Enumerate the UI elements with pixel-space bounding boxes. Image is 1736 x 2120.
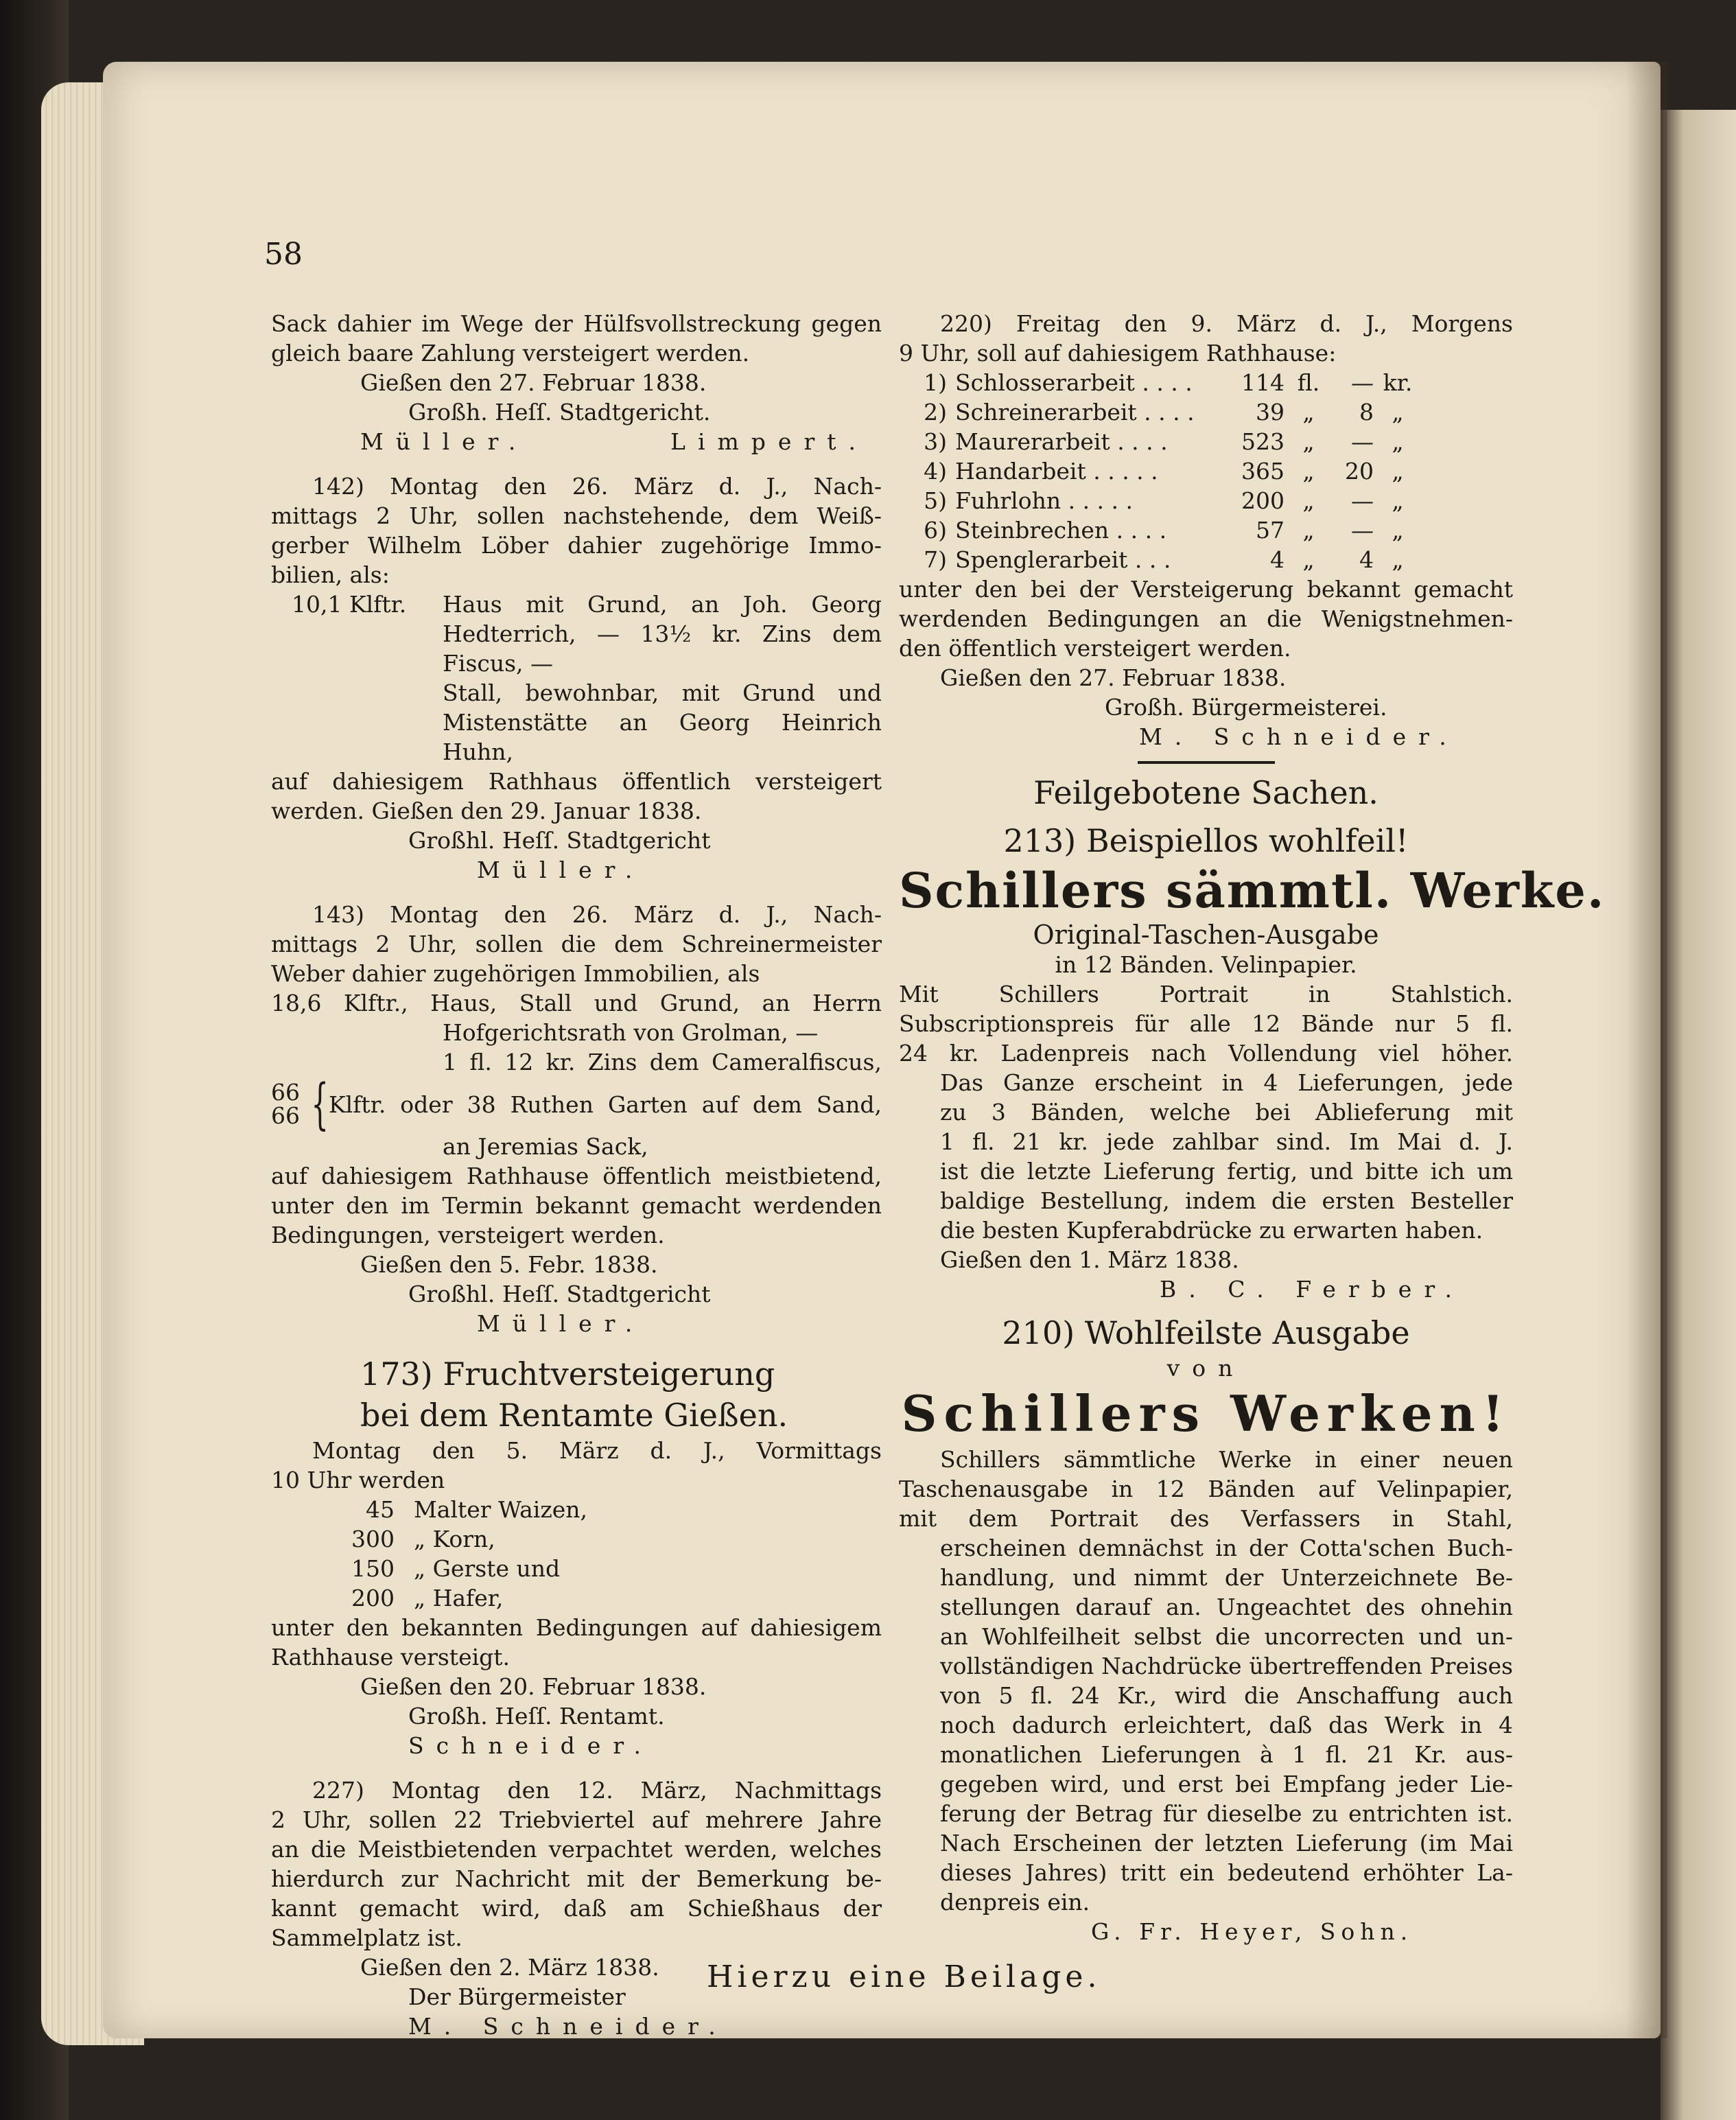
text-line: Das Ganze erscheint in 4 Lieferungen, jede — [940, 1069, 1513, 1096]
text-line: Gießen den 2. März 1838. — [360, 1954, 659, 1981]
text-line: Großh. Heſſ. Rentamt. — [408, 1703, 665, 1729]
text-line: Großhl. Heſſ. Stadtgericht — [408, 1281, 711, 1307]
cost-description: Steinbrechen . . . . — [955, 517, 1167, 544]
page-footer: Hierzu eine Beilage. — [707, 1959, 1101, 1994]
cost-kreuzer-unit: „ — [1392, 399, 1404, 426]
text-line: 2 Uhr, sollen 22 Triebviertel auf mehrere Jahre — [271, 1806, 882, 1833]
ad-subtitle: Original-Taschen-Ausgabe — [1033, 920, 1379, 950]
text-line: Bedingungen, versteigert werden. — [271, 1222, 665, 1248]
signature-name: B. C. Ferber. — [1160, 1276, 1464, 1303]
text-line: mittags 2 Uhr, sollen nachstehende, dem Weiß- — [271, 502, 882, 529]
cost-amount: 39 — [1256, 399, 1285, 426]
cost-description: Fuhrlohn . . . . . — [955, 487, 1134, 514]
text-line: in 12 Bänden. Velinpapier. — [1055, 951, 1357, 978]
grain-quantity: 150 — [351, 1555, 395, 1582]
text-line: Fiscus, — — [443, 650, 554, 677]
text-line: vollständigen Nachdrücke übertreffenden Preises — [940, 1653, 1513, 1679]
text-line: stellungen darauf an. Ungeachtet des ohnehin — [940, 1594, 1513, 1620]
text-line: hierdurch zur Nachricht mit der Bemerkung be- — [271, 1865, 882, 1892]
text-line: Klftr. oder 38 Ruthen Garten auf dem Sand, — [329, 1091, 882, 1118]
text-line: Der Bürgermeister — [408, 1983, 626, 2010]
signature-name: M. Schneider. — [1139, 723, 1459, 750]
cost-row — [899, 427, 1513, 456]
fraction-entry — [271, 1072, 882, 1136]
cost-unit: „ — [1302, 487, 1315, 514]
text-line: handlung, und nimmt der Unterzeichnete Be- — [940, 1564, 1513, 1591]
text-line: unter den bei der Versteigerung bekannt gemacht — [899, 576, 1513, 603]
cost-kreuzer-unit: „ — [1392, 428, 1404, 455]
section-title: Feilgebotene Sachen. — [1033, 774, 1379, 811]
cost-kreuzer: — — [1351, 369, 1374, 396]
text-line: von 5 fl. 24 Kr., wird die Anschaffung auch — [940, 1682, 1513, 1709]
text-line: gerber Wilhelm Löber dahier zugehörige Immo- — [271, 532, 882, 559]
cost-row — [899, 545, 1513, 574]
left-column — [271, 309, 882, 2041]
cost-kreuzer: — — [1351, 428, 1374, 455]
text-line: Subscriptionspreis für alle 12 Bände nur 5 fl. — [899, 1010, 1513, 1037]
cost-row — [899, 456, 1513, 486]
property-area: 10,1 Klftr. — [292, 591, 407, 618]
grain-item: „ Korn, — [414, 1526, 495, 1552]
cost-row — [899, 515, 1513, 545]
text-line: Hofgerichtsrath von Grolman, — — [443, 1019, 819, 1046]
grain-item: „ Hafer, — [414, 1585, 504, 1611]
text-line: Weber dahier zugehörigen Immobilien, als — [271, 960, 760, 987]
cost-row — [899, 486, 1513, 515]
text-line: gegeben wird, und erst bei Empfang jeder Lie- — [940, 1771, 1513, 1797]
grain-row — [271, 1583, 882, 1613]
right-column — [899, 309, 1606, 1946]
section-subtitle: bei dem Rentamte Gießen. — [360, 1397, 788, 1434]
cost-kreuzer-unit: „ — [1392, 458, 1404, 485]
text-line: 1 fl. 21 kr. jede zahlbar sind. Im Mai d. J. — [940, 1128, 1513, 1155]
grain-row — [271, 1495, 882, 1524]
cost-description: Spenglerarbeit . . . — [955, 546, 1171, 573]
cost-kreuzer-unit: „ — [1392, 546, 1404, 573]
cost-amount: 57 — [1256, 517, 1285, 544]
cost-number: 3) — [924, 428, 947, 455]
text-line: Mistenstätte an Georg Heinrich Huhn, — [443, 709, 882, 765]
cost-amount: 523 — [1241, 428, 1285, 455]
text-line: unter den im Termin bekannt gemacht werdenden — [271, 1192, 882, 1219]
text-line: Gießen den 1. März 1838. — [940, 1246, 1239, 1273]
fraction — [271, 1081, 305, 1128]
text-line: von — [1166, 1355, 1245, 1382]
brace: { — [311, 1072, 329, 1136]
cost-amount: 365 — [1241, 458, 1285, 485]
cost-description: Schlosserarbeit . . . . — [955, 369, 1193, 396]
cost-amount: 114 — [1241, 369, 1285, 396]
text-line: an Wohlfeilheit selbst die uncorrecten und un- — [940, 1623, 1513, 1650]
page-number: 58 — [264, 237, 303, 272]
text-line: 10 Uhr werden — [271, 1467, 445, 1493]
fraction-top: 66 — [271, 1079, 300, 1106]
cost-amount: 200 — [1241, 487, 1285, 514]
notice-heading: 227) Montag den 12. März, Nachmittags — [312, 1777, 882, 1804]
cost-unit: „ — [1302, 399, 1315, 426]
text-line: an Jeremias Sack, — [443, 1133, 648, 1160]
signature-name: Schneider. — [408, 1732, 653, 1759]
text-line: den öffentlich versteigert werden. — [899, 635, 1291, 662]
text-line: kannt gemacht wird, daß am Schießhaus der — [271, 1895, 882, 1922]
text-line: Gießen den 5. Febr. 1838. — [360, 1251, 658, 1278]
text-line: Gießen den 20. Februar 1838. — [360, 1673, 707, 1700]
text-line: gleich baare Zahlung versteigert werden. — [271, 340, 750, 366]
cost-kreuzer-unit: „ — [1392, 517, 1404, 544]
text-line: 24 kr. Ladenpreis nach Vollendung viel höher. — [899, 1040, 1513, 1067]
text-line: denpreis ein. — [940, 1889, 1090, 1915]
text-line: Haus mit Grund, an Joh. Georg — [443, 591, 882, 618]
grain-item: „ Gerste und — [414, 1555, 561, 1582]
spine-shadow — [1626, 62, 1667, 2038]
cost-unit: fl. — [1297, 369, 1320, 396]
cost-number: 7) — [924, 546, 947, 573]
text-line: 18,6 Klftr., Haus, Stall und Grund, an Herrn — [271, 990, 882, 1016]
cost-unit: „ — [1302, 517, 1315, 544]
section-title: 173) Fruchtversteigerung — [360, 1355, 775, 1393]
cost-description: Maurerarbeit . . . . — [955, 428, 1168, 455]
text-line: Nach Erscheinen der letzten Lieferung (im Mai — [940, 1830, 1513, 1856]
cost-kreuzer: 20 — [1345, 458, 1374, 485]
text-line: Sack dahier im Wege der Hülfsvollstreckung gegen — [271, 310, 882, 337]
cost-unit: „ — [1302, 458, 1315, 485]
text-line: Sammelplatz ist. — [271, 1924, 462, 1951]
property-entry — [271, 590, 882, 619]
cost-number: 6) — [924, 517, 947, 544]
grain-quantity: 300 — [351, 1526, 395, 1552]
text-line: monatlichen Lieferungen à 1 fl. 21 Kr. aus- — [940, 1741, 1513, 1768]
cost-number: 5) — [924, 487, 947, 514]
grain-quantity: 200 — [351, 1585, 395, 1611]
notice-heading: 142) Montag den 26. März d. J., Nach- — [312, 473, 882, 500]
text-line: Montag den 5. März d. J., Vormittags — [312, 1437, 882, 1464]
cost-kreuzer: 4 — [1359, 546, 1374, 573]
text-line: zu 3 Bänden, welche bei Ablieferung mit — [940, 1099, 1513, 1126]
cost-kreuzer: 8 — [1359, 399, 1374, 426]
text-line: Großh. Heſſ. Stadtgericht. — [408, 399, 711, 426]
text-line: Mit Schillers Portrait in Stahlstich. — [899, 981, 1513, 1007]
signature-line — [271, 427, 882, 456]
text-line: werdenden Bedingungen an die Wenigstnehmen- — [899, 605, 1513, 632]
section-divider — [1138, 761, 1275, 764]
cost-description: Handarbeit . . . . . — [955, 458, 1158, 485]
grain-quantity: 45 — [366, 1496, 395, 1523]
text-line: unter den bekannten Bedingungen auf dahiesigem — [271, 1614, 882, 1641]
cost-kreuzer-unit: kr. — [1383, 369, 1413, 396]
cost-number: 4) — [924, 458, 947, 485]
text-line: auf dahiesigem Rathhause öffentlich meistbietend, — [271, 1163, 882, 1189]
cost-number: 2) — [924, 399, 947, 426]
ad-title: Schillers Werken! — [901, 1384, 1511, 1443]
text-line: Taschenausgabe in 12 Bänden auf Velinpapier, — [899, 1476, 1513, 1502]
cost-row — [899, 397, 1513, 427]
text-line: werden. Gießen den 29. Januar 1838. — [271, 797, 702, 824]
text-line: mit dem Portrait des Verfassers in Stahl, — [899, 1505, 1513, 1532]
text-line: an die Meistbietenden verpachtet werden, welches — [271, 1836, 882, 1863]
text-line: Schillers sämmtliche Werke in einer neuen — [940, 1446, 1513, 1473]
cost-unit: „ — [1302, 428, 1315, 455]
grain-item: Malter Waizen, — [414, 1496, 588, 1523]
facing-page-edge — [1661, 110, 1736, 2120]
text-line: die besten Kupferabdrücke zu erwarten haben. — [940, 1217, 1483, 1244]
signature-name: G. Fr. Heyer, Sohn. — [1091, 1918, 1414, 1945]
text-line: baldige Bestellung, indem die ersten Besteller — [940, 1187, 1513, 1214]
cost-unit: „ — [1302, 546, 1315, 573]
signature-name: Müller. — [477, 857, 645, 883]
text-line: Gießen den 27. Februar 1838. — [360, 369, 707, 396]
grain-row — [271, 1524, 882, 1554]
fraction-bottom: 66 — [271, 1102, 300, 1129]
text-line: dieses Jahres) tritt ein bedeutend erhöhter La- — [940, 1859, 1513, 1886]
text-line: 9 Uhr, soll auf dahiesigem Rathhause: — [899, 340, 1337, 366]
text-line: erscheinen demnächst in der Cotta'schen Buch- — [940, 1535, 1513, 1561]
cost-row — [899, 368, 1513, 397]
ad-heading: 210) Wohlfeilste Ausgabe — [1002, 1314, 1410, 1351]
signature-name: M. Schneider. — [408, 2013, 728, 2040]
text-line: Gießen den 27. Februar 1838. — [940, 664, 1287, 691]
signature-name: Müller. — [360, 428, 528, 455]
cost-number: 1) — [924, 369, 947, 396]
cost-kreuzer-unit: „ — [1392, 487, 1404, 514]
text-line: Großhl. Heſſ. Stadtgericht — [408, 827, 711, 854]
ad-heading: 213) Beispiellos wohlfeil! — [1003, 822, 1409, 859]
text-line: noch dadurch erleichtert, daß das Werk in 4 — [940, 1712, 1513, 1738]
text-line: Stall, bewohnbar, mit Grund und — [443, 679, 882, 706]
notice-heading: 143) Montag den 26. März d. J., Nach- — [312, 901, 882, 928]
cost-amount: 4 — [1270, 546, 1285, 573]
text-line: mittags 2 Uhr, sollen die dem Schreinermeister — [271, 931, 882, 957]
signature-name: Müller. — [477, 1310, 645, 1337]
grain-row — [271, 1554, 882, 1583]
text-line: ferung der Betrag für dieselbe zu entrichten ist. — [940, 1800, 1513, 1827]
text-line: bilien, als: — [271, 561, 390, 588]
text-line: ist die letzte Lieferung fertig, und bitte ich um — [940, 1158, 1513, 1185]
cost-kreuzer: — — [1351, 487, 1374, 514]
signature-name: Limpert. — [670, 428, 868, 455]
ad-title: Schillers sämmtl. Werke. — [899, 862, 1606, 919]
text-line: Hedterrich, — 13½ kr. Zins dem — [443, 620, 882, 647]
text-line: Großh. Bürgermeisterei. — [1105, 694, 1387, 721]
notice-heading: 220) Freitag den 9. März d. J., Morgens — [940, 310, 1513, 337]
cost-kreuzer: — — [1351, 517, 1374, 544]
cost-description: Schreinerarbeit . . . . — [955, 399, 1195, 426]
text-line: 1 fl. 12 kr. Zins dem Cameralfiscus, — [443, 1049, 882, 1075]
text-line: Rathhause versteigt. — [271, 1644, 511, 1670]
text-line: auf dahiesigem Rathhaus öffentlich versteigert — [271, 768, 882, 795]
